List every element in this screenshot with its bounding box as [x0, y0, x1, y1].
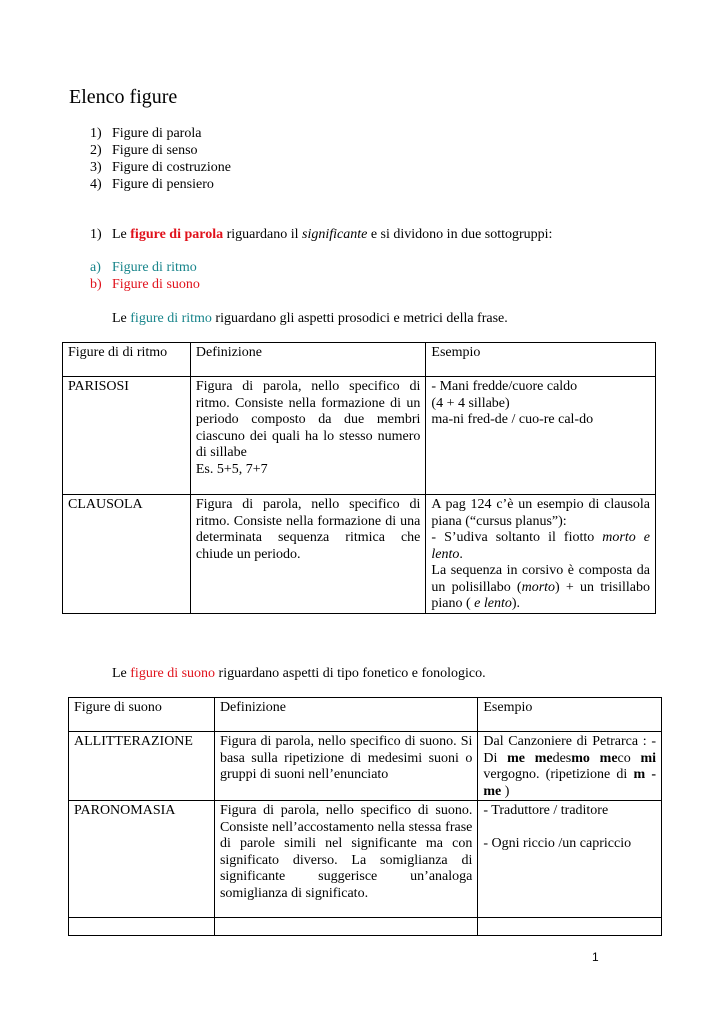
table-header: Definizione [190, 343, 426, 377]
list-item: 4) Figure di pensiero [90, 177, 214, 192]
table-header-row [69, 698, 662, 732]
bold-sound: me [599, 750, 618, 766]
table-header: Definizione [214, 698, 477, 732]
example-text: co [617, 750, 641, 766]
ritmo-intro: Le figure di ritmo riguardano gli aspetti prosodici e metrici della frase. [112, 311, 508, 326]
table-row [69, 732, 662, 801]
bold-sound: mi [640, 750, 657, 766]
table-cell-definition [214, 918, 477, 936]
bold-sound: mo [571, 750, 590, 766]
table-cell-name: ALLITTERAZIONE [69, 732, 215, 801]
suono-intro: Le figure di suono riguardano aspetti di tipo fonetico e fonologico. [112, 666, 486, 681]
table-cell-example: - Mani fredde/cuore caldo (4 + 4 sillabe) ma-ni fred-de / cuo-re cal-do [426, 377, 656, 495]
table-header: Esempio [478, 698, 662, 732]
bold-sound: me [534, 750, 553, 766]
table-row [69, 801, 662, 918]
table-row [63, 495, 656, 614]
table-row [69, 918, 662, 936]
bold-sound: me [507, 750, 525, 766]
table-header: Esempio [426, 343, 656, 377]
table-cell-example [478, 918, 662, 936]
example-text: ) [501, 783, 510, 799]
table-cell-example: - Traduttore / traditore - Ogni riccio /un capriccio [478, 801, 662, 918]
table-header-row [63, 343, 656, 377]
table-cell-name [69, 918, 215, 936]
example-text: des [552, 750, 572, 766]
figure-list [90, 125, 231, 193]
example-text [590, 751, 600, 766]
suono-table [68, 697, 662, 936]
table-cell-definition: Figura di parola, nello specifico di suono. Consiste nell’accostamento nella stessa frase di parole simili nel significante ma con significato diverso. La somiglianza di significante suggerisce un’analoga somiglianza di significato. [214, 801, 477, 918]
table-header: Figure di di ritmo [63, 343, 191, 377]
example-text: vergogno. (ripetizione di [483, 767, 634, 782]
table-cell-definition: Figura di parola, nello specifico di ritmo. Consiste nella formazione di un periodo composto da due membri ciascuno dei quali ha lo stesso numero di sillabe Es. 5+5, 7+7 [190, 377, 426, 495]
table-cell-example [478, 732, 662, 801]
table-cell-name: CLAUSOLA [63, 495, 191, 614]
table-cell-name: PARISOSI [63, 377, 191, 495]
subgroup-item: b) Figure di suono [90, 277, 200, 292]
table-cell-definition: Figura di parola, nello specifico di ritmo. Consiste nella formazione di una determinata sequenza ritmica che chiude un periodo. [190, 495, 426, 614]
table-cell-name: PARONOMASIA [69, 801, 215, 918]
list-item: 2) Figure di senso [90, 143, 198, 158]
table-header: Figure di suono [69, 698, 215, 732]
highlight-term: figure di parola [130, 227, 224, 242]
table-cell-example: A pag 124 c’è un esempio di clausola piana (“cursus planus”): - S’udiva soltanto il fiotto morto e lento. La sequenza in corsivo è composta da un polisillabo (morto) + un trisillabo piano ( e lento). [426, 495, 656, 614]
section-intro: 1) Le figure di parola riguardano il significante e si dividono in due sottogruppi: [90, 227, 553, 242]
example-text [525, 751, 535, 766]
table-cell-definition: Figura di parola, nello specifico di suono. Si basa sulla ripetizione di medesimi suoni o gruppi di suoni nell’enunciato [214, 732, 477, 801]
list-item: 1) Figure di parola [90, 126, 202, 141]
ritmo-table [62, 342, 656, 614]
table-row [63, 377, 656, 495]
example-text: Dal Canzoniere di Petrarca : - Di [483, 734, 656, 766]
page-title: Elenco figure [69, 86, 178, 108]
subgroup-item: a) Figure di ritmo [90, 260, 197, 275]
bold-sound: m - me [483, 767, 656, 799]
subgroup-list [90, 259, 200, 293]
list-item: 3) Figure di costruzione [90, 160, 231, 175]
page-number: 1 [592, 950, 599, 964]
